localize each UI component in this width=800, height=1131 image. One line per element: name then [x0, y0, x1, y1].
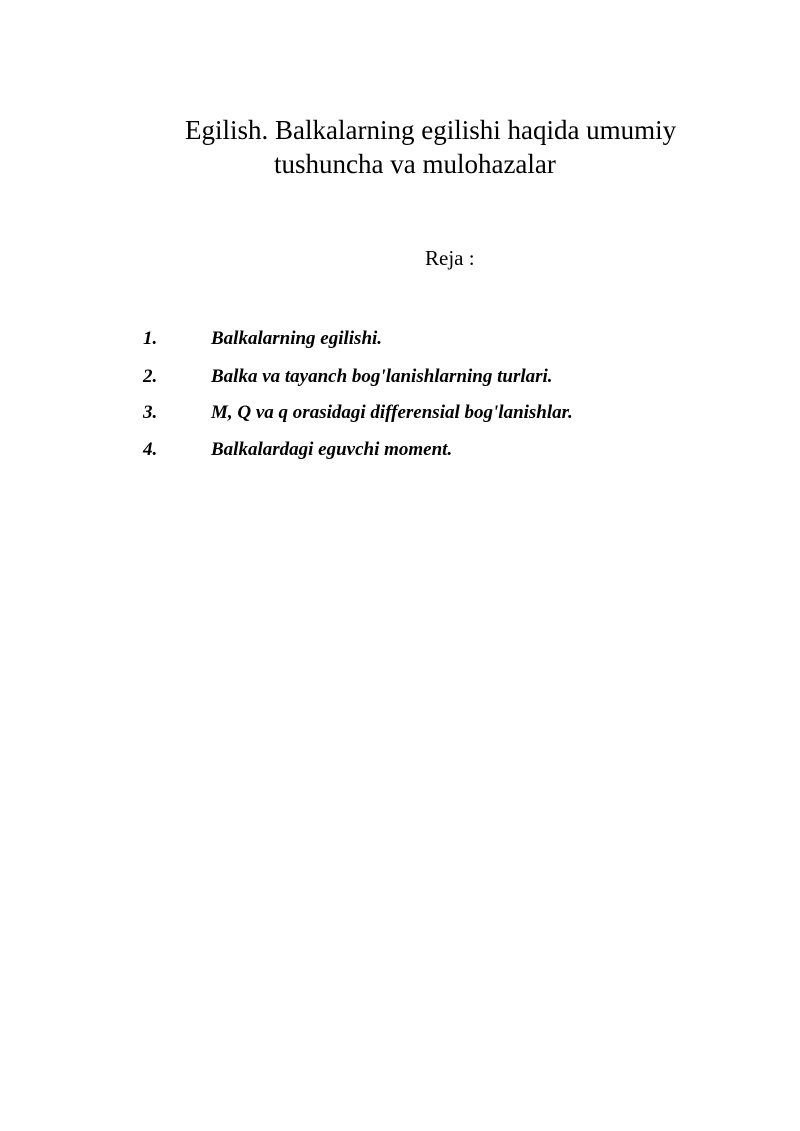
- plan-item: [0, 364, 800, 390]
- plan-item-number: 2.: [143, 366, 158, 387]
- plan-item-number: 1.: [143, 328, 158, 349]
- page-title-line-2: tushuncha va mulohazalar: [274, 149, 556, 179]
- plan-item: [0, 437, 800, 463]
- plan-item-text: Balkalarning egilishi.: [211, 328, 383, 349]
- page-title-line-1: Egilish. Balkalarning egilishi haqida umumiy: [185, 115, 677, 145]
- plan-item: [0, 400, 800, 426]
- plan-item: [0, 326, 800, 352]
- plan-item-number: 3.: [143, 402, 158, 423]
- plan-item-text: M, Q va q orasidagi differensial bog'lanishlar.: [211, 402, 573, 423]
- plan-item-text: Balkalardagi eguvchi moment.: [211, 439, 453, 460]
- plan-heading: Reja :: [425, 246, 475, 270]
- plan-item-number: 4.: [143, 439, 158, 460]
- plan-item-text: Balka va tayanch bog'lanishlarning turlari.: [211, 366, 553, 387]
